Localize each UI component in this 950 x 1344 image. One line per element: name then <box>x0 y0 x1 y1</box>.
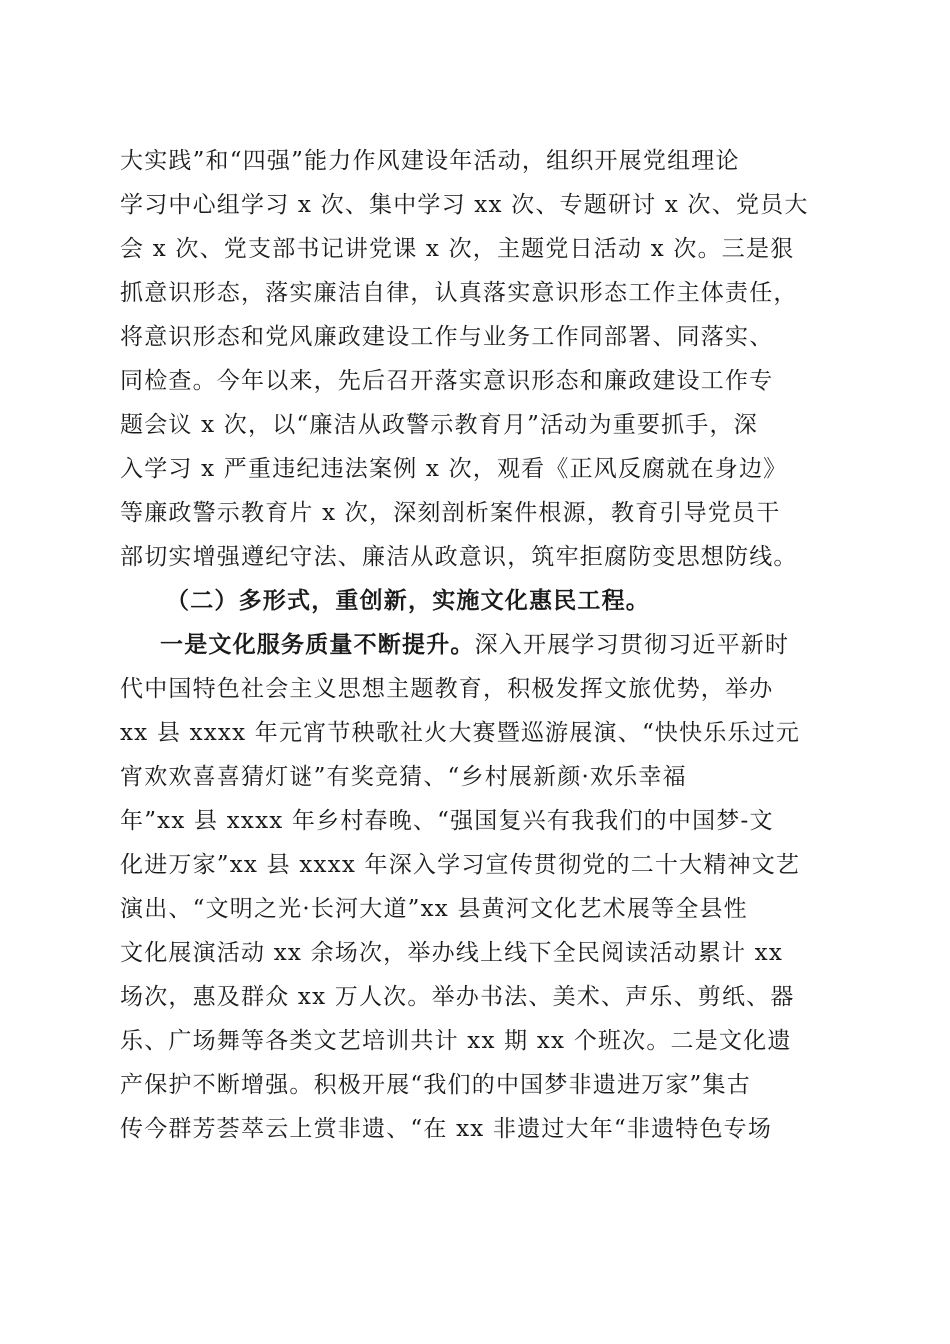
text-line: 场次，惠及群众 xx 万人次。举办书法、美术、声乐、剪纸、器 <box>120 984 795 1010</box>
text-line: 抓意识形态，落实廉洁自律，认真落实意识形态工作主体责任， <box>120 280 798 306</box>
text-line: 化进万家”xx 县 xxxx 年深入学习宣传贯彻党的二十大精神文艺 <box>120 852 801 878</box>
text-line: 大实践”和“四强”能力作风建设年活动，组织开展党组理论 <box>120 148 740 174</box>
bold-lead: 一是文化服务质量不断提升。 <box>160 631 475 658</box>
section-heading: （二）多形式，重创新，实施文化惠民工程。 <box>166 587 650 614</box>
text-line: 产保护不断增强。积极开展“我们的中国梦非遗进万家”集古 <box>120 1072 751 1098</box>
lead-continuation: 深入开展学习贯彻习近平新时 <box>474 632 790 658</box>
text-line: 演出、“文明之光·长河大道”xx 县黄河文化艺术展等全县性 <box>120 896 748 922</box>
text-line: 入学习 x 严重违纪违法案例 x 次，观看《正风反腐就在身边》 <box>120 456 788 482</box>
text-line: 题会议 x 次，以“廉洁从政警示教育月”活动为重要抓手，深 <box>120 412 758 438</box>
text-line: 同检查。今年以来，先后召开落实意识形态和廉政建设工作专 <box>120 368 774 394</box>
text-line: 等廉政警示教育片 x 次，深刻剖析案件根源，教育引导党员干 <box>120 500 781 526</box>
text-line: 宵欢欢喜喜猜灯谜”有奖竞猜、“乡村展新颜·欢乐幸福 <box>120 764 687 790</box>
text-line: 代中国特色社会主义思想主题教育，积极发挥文旅优势，举办 <box>120 676 774 702</box>
text-line: 乐、广场舞等各类文艺培训共计 xx 期 xx 个班次。二是文化遗 <box>120 1028 792 1054</box>
text-line: 部切实增强遵纪守法、廉洁从政意识，筑牢拒腐防变思想防线。 <box>120 544 798 570</box>
text-line: 文化展演活动 xx 余场次，举办线上线下全民阅读活动累计 xx <box>120 940 784 966</box>
text-line: 会 x 次、党支部书记讲党课 x 次，主题党日活动 x 次。三是狠 <box>120 236 795 262</box>
text-line: 学习中心组学习 x 次、集中学习 xx 次、专题研讨 x 次、党员大 <box>120 192 809 218</box>
text-line-with-bold-lead <box>160 623 789 667</box>
text-line: xx 县 xxxx 年元宵节秧歌社火大赛暨巡游展演、“快快乐乐过元 <box>120 720 801 746</box>
text-line: 将意识形态和党风廉政建设工作与业务工作同部署、同落实、 <box>120 324 774 350</box>
text-line: 传今群芳荟萃云上赏非遗、“在 xx 非遗过大年“非遗特色专场 <box>120 1116 773 1142</box>
text-line: 年”xx 县 xxxx 年乡村春晚、“强国复兴有我我们的中国梦-文 <box>120 808 774 834</box>
